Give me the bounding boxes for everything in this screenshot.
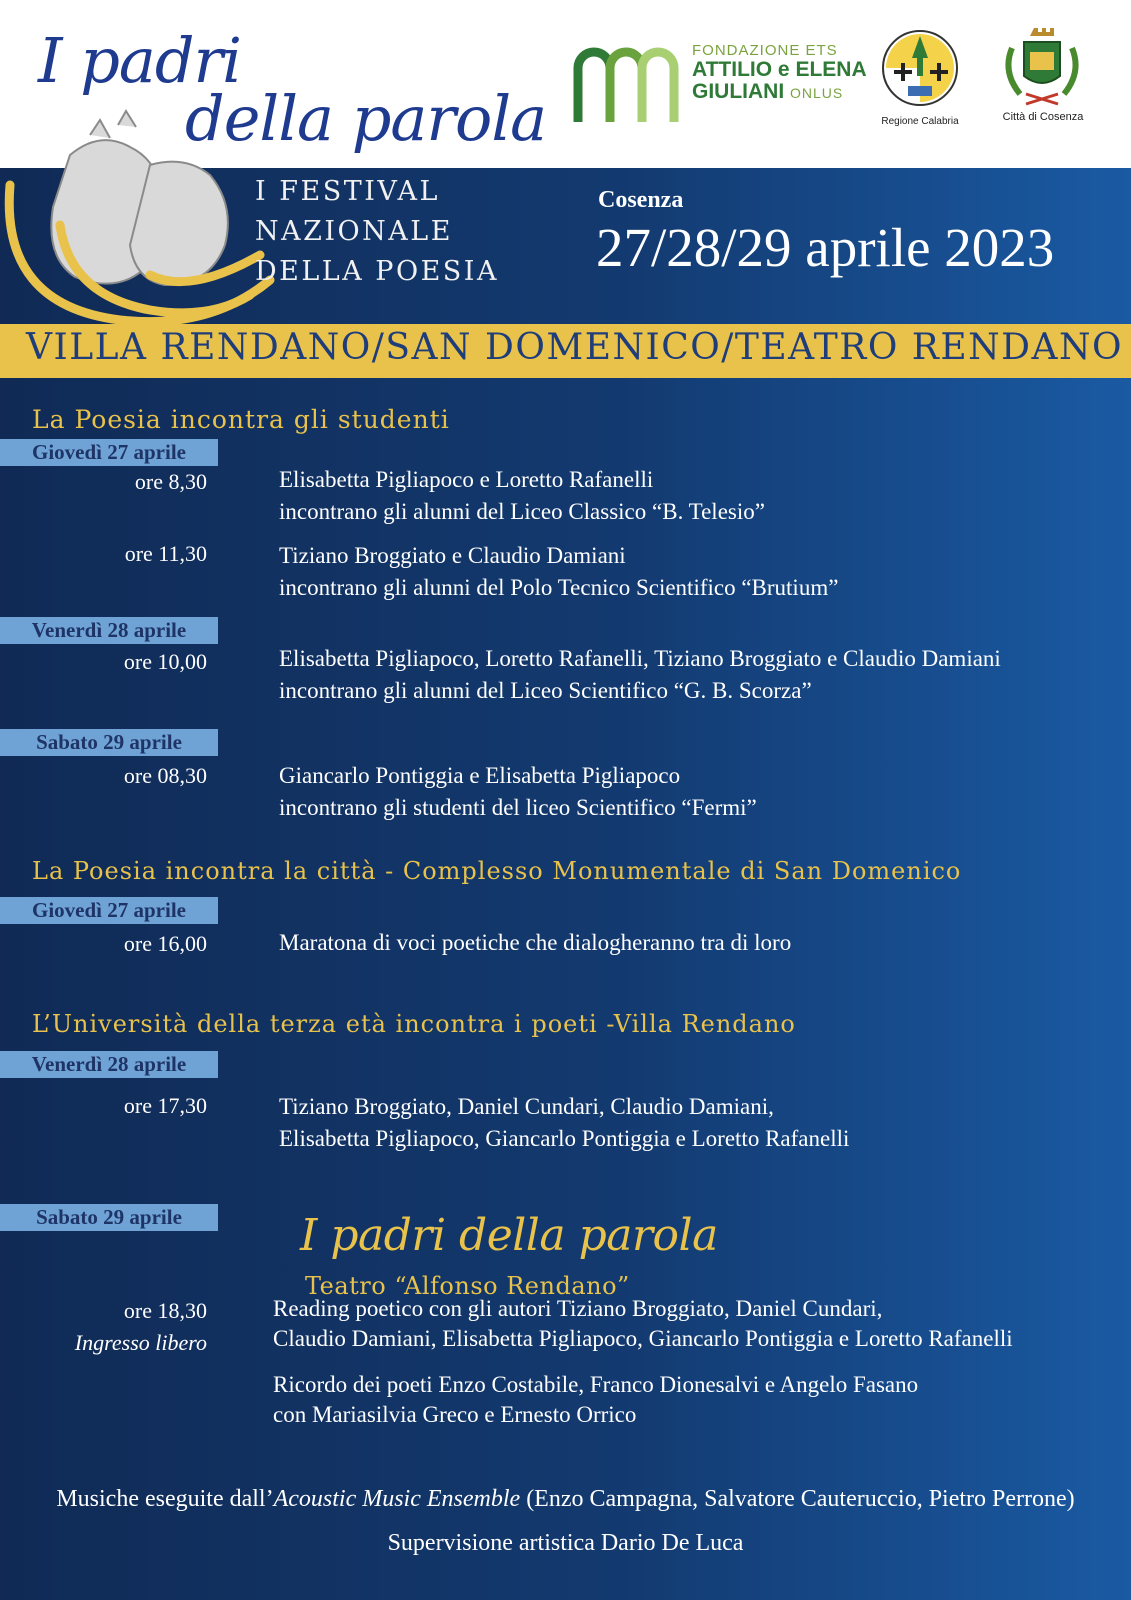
event-line: Elisabetta Pigliapoco e Loretto Rafanelli [279, 467, 654, 492]
event-line: Claudio Damiani, Elisabetta Pigliapoco, Giancarlo Pontiggia e Loretto Rafanelli [273, 1326, 1013, 1351]
festival-title [255, 172, 499, 292]
music-prefix: Musiche eseguite dall’ [56, 1486, 274, 1512]
citta-cosenza-emblem-icon [1000, 22, 1084, 108]
section-title-university: L’Università della terza età incontra i poeti -Villa Rendano [32, 1010, 796, 1038]
section-title-city: La Poesia incontra la città - Complesso Monumentale di San Domenico [32, 857, 962, 885]
foundation-line-1: FONDAZIONE ETS [692, 42, 838, 59]
event-description [279, 1091, 849, 1155]
title-line-2: della parola [185, 82, 547, 155]
event-time: ore 08,30 [123, 763, 207, 788]
music-credit [0, 1486, 1131, 1513]
festival-dates: 27/28/29 aprile 2023 [596, 217, 1055, 278]
section-title-students: La Poesia incontra gli studenti [32, 405, 450, 434]
venues-text: VILLA RENDANO/SAN DOMENICO/TEATRO RENDANO [26, 327, 1124, 368]
foundation-arches-icon [570, 44, 682, 124]
event-time: ore 16,00 [123, 931, 207, 956]
event-description [279, 643, 1001, 707]
theatre-venue: Teatro “Alfonso Rendano” [305, 1272, 630, 1300]
festival-city: Cosenza [598, 187, 684, 213]
day-label: Giovedì 27 aprile [0, 897, 218, 924]
event-time: ore 18,30 [123, 1298, 207, 1323]
day-label: Sabato 29 aprile [0, 729, 218, 756]
foundation-logo-text [692, 43, 867, 103]
event-line: Elisabetta Pigliapoco, Giancarlo Pontiggia e Loretto Rafanelli [279, 1126, 850, 1151]
event-time: ore 17,30 [123, 1093, 207, 1118]
regione-calabria-caption: Regione Calabria [881, 116, 959, 127]
day-label: Sabato 29 aprile [0, 1204, 218, 1231]
event-description [279, 760, 757, 824]
foundation-line-3 [692, 81, 867, 103]
title-line-1: I padri [38, 24, 242, 97]
event-line: incontrano gli alunni del Liceo Classico “B. Telesio” [279, 499, 765, 524]
event-line: con Mariasilvia Greco e Ernesto Orrico [273, 1402, 637, 1427]
event-description [273, 1370, 918, 1430]
festival-line-3: DELLA POESIA [255, 256, 499, 287]
foundation-name: GIULIANI [692, 79, 785, 103]
day-label: Venerdì 28 aprile [0, 1051, 218, 1078]
foundation-suffix: ONLUS [790, 84, 844, 101]
festival-line-2: NAZIONALE [255, 216, 453, 247]
event-description [279, 540, 838, 604]
event-line: Reading poetico con gli autori Tiziano Broggiato, Daniel Cundari, [273, 1296, 883, 1321]
music-suffix: (Enzo Campagna, Salvatore Cauteruccio, Pietro Perrone) [520, 1486, 1075, 1512]
citta-cosenza-caption: Città di Cosenza [1002, 111, 1084, 123]
event-time: ore 10,00 [123, 649, 207, 674]
entry-note: Ingresso libero [74, 1330, 207, 1355]
foundation-line-2: ATTILIO e ELENA [692, 57, 867, 81]
event-description [279, 464, 765, 528]
supervision-credit: Supervisione artistica Dario De Luca [387, 1530, 744, 1556]
event-line: incontrano gli alunni del Polo Tecnico Scientifico “Brutium” [279, 575, 839, 600]
music-ensemble: Acoustic Music Ensemble [273, 1486, 521, 1512]
event-line: Giancarlo Pontiggia e Elisabetta Pigliapoco [279, 763, 681, 788]
script-title: I padri della parola [300, 1210, 718, 1261]
event-line: incontrano gli studenti del liceo Scientifico “Fermi” [279, 795, 757, 820]
regione-calabria-emblem-icon [880, 28, 960, 114]
day-label: Venerdì 28 aprile [0, 617, 218, 644]
event-time: ore 8,30 [134, 469, 207, 494]
event-description [273, 1294, 1013, 1354]
day-label: Giovedì 27 aprile [0, 439, 218, 466]
event-line: incontrano gli alunni del Liceo Scientifico “G. B. Scorza” [279, 678, 812, 703]
event-line: Ricordo dei poeti Enzo Costabile, Franco Dionesalvi e Angelo Fasano [273, 1372, 919, 1397]
event-line: Elisabetta Pigliapoco, Loretto Rafanelli, Tiziano Broggiato e Claudio Damiani [279, 646, 1001, 671]
festival-line-1: I FESTIVAL [255, 176, 440, 207]
event-line: Tiziano Broggiato, Daniel Cundari, Claudio Damiani, [279, 1094, 774, 1119]
event-description: Maratona di voci poetiche che dialogheranno tra di loro [279, 930, 792, 955]
event-line: Tiziano Broggiato e Claudio Damiani [279, 543, 626, 568]
event-time: ore 11,30 [124, 541, 207, 566]
